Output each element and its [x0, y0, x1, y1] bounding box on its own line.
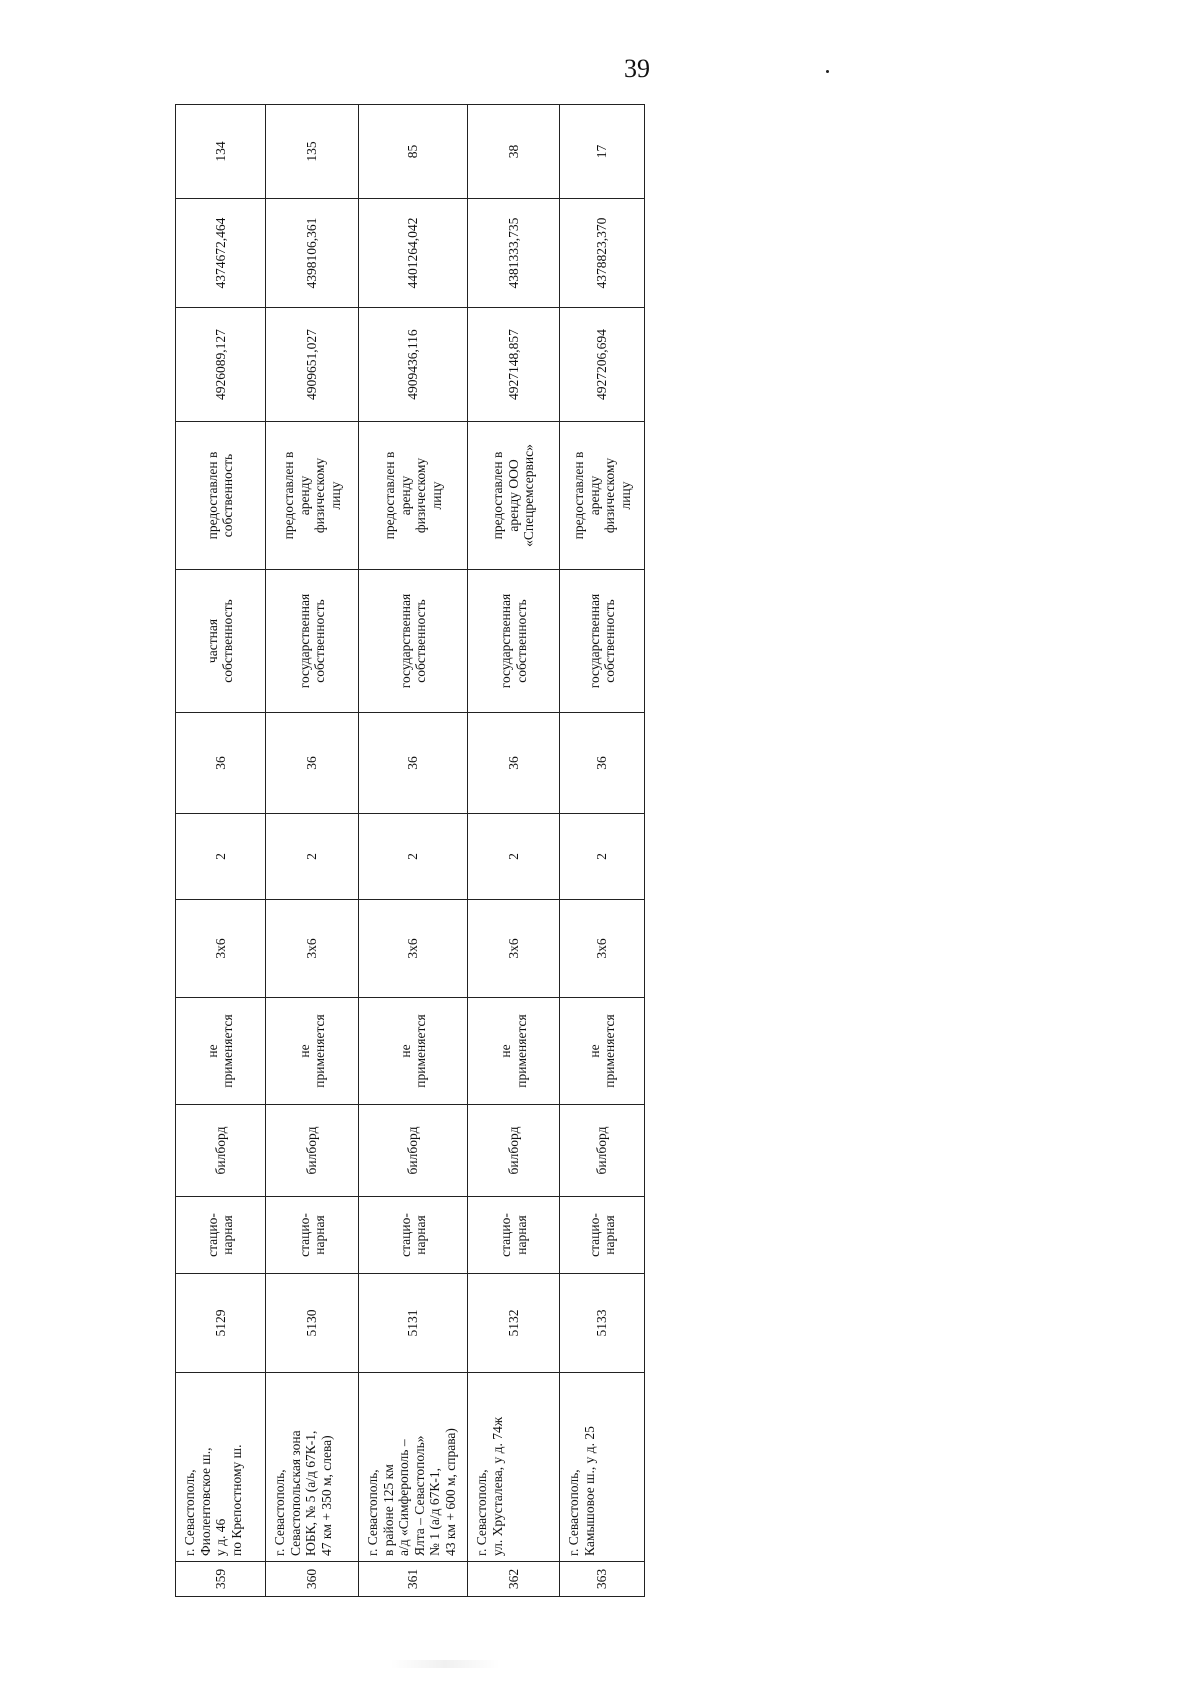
cell-kind: стацио- нарная: [468, 1197, 560, 1274]
cell-type: билборд: [176, 1105, 266, 1197]
cell-x: 4909436,116: [359, 308, 468, 422]
cell-right: предоставлен в аренду физическому лицу: [265, 422, 358, 570]
cell-x: 4909651,027: [265, 308, 358, 422]
rotated-table-container: [175, 105, 645, 1597]
table-row: [265, 105, 358, 1597]
cell-last: 134: [176, 105, 266, 199]
cell-sides: 2: [176, 814, 266, 900]
cell-type: билборд: [359, 1105, 468, 1197]
cell-type: билборд: [265, 1105, 358, 1197]
cell-ownership: государственная собственность: [359, 570, 468, 713]
cell-lighting: не применяется: [468, 998, 560, 1105]
cell-kind: стацио- нарная: [265, 1197, 358, 1274]
cell-num: 359: [176, 1562, 266, 1597]
cell-sides: 2: [468, 814, 560, 900]
cell-num: 361: [359, 1562, 468, 1597]
cell-address: г. Севастополь, Фиолентовское ш., у д. 46 по Крепостному ш.: [176, 1373, 266, 1562]
cell-reg-num: 5129: [176, 1274, 266, 1373]
cell-reg-num: 5132: [468, 1274, 560, 1373]
cell-ownership: государственная собственность: [560, 570, 645, 713]
cell-lighting: не применяется: [176, 998, 266, 1105]
cell-reg-num: 5131: [359, 1274, 468, 1373]
cell-last: 38: [468, 105, 560, 199]
cell-area: 36: [265, 713, 358, 814]
cell-sides: 2: [265, 814, 358, 900]
registry-table-body: [176, 105, 645, 1597]
scan-artifact: [390, 1660, 500, 1668]
cell-sides: 2: [359, 814, 468, 900]
cell-right: предоставлен в аренду физическому лицу: [359, 422, 468, 570]
table-row: [468, 105, 560, 1597]
registry-table: [175, 104, 645, 1597]
cell-y: 4378823,370: [560, 199, 645, 308]
cell-kind: стацио- нарная: [359, 1197, 468, 1274]
cell-right: предоставлен в аренду ООО «Спецремсервис»: [468, 422, 560, 570]
scan-dot: [826, 70, 829, 73]
cell-x: 4927148,857: [468, 308, 560, 422]
cell-type: билборд: [560, 1105, 645, 1197]
cell-right: предоставлен в аренду физическому лицу: [560, 422, 645, 570]
cell-kind: стацио- нарная: [560, 1197, 645, 1274]
cell-size: 3x6: [468, 900, 560, 998]
cell-last: 135: [265, 105, 358, 199]
cell-area: 36: [359, 713, 468, 814]
table-row: [560, 105, 645, 1597]
cell-reg-num: 5130: [265, 1274, 358, 1373]
cell-address: г. Севастополь, в районе 125 км а/д «Симферополь – Ялта – Севастополь» № 1 (а/д 67К-1, 43 км + 600 м, справа): [359, 1373, 468, 1562]
cell-ownership: государственная собственность: [265, 570, 358, 713]
cell-address: г. Севастополь, Севастопольская зона ЮБК, № 5 (а/д 67К-1, 47 км + 350 м, слева): [265, 1373, 358, 1562]
cell-area: 36: [560, 713, 645, 814]
cell-num: 363: [560, 1562, 645, 1597]
cell-num: 360: [265, 1562, 358, 1597]
cell-area: 36: [176, 713, 266, 814]
cell-reg-num: 5133: [560, 1274, 645, 1373]
cell-y: 4374672,464: [176, 199, 266, 308]
cell-lighting: не применяется: [265, 998, 358, 1105]
cell-area: 36: [468, 713, 560, 814]
table-row: [359, 105, 468, 1597]
cell-size: 3x6: [560, 900, 645, 998]
cell-lighting: не применяется: [560, 998, 645, 1105]
cell-ownership: частная собственность: [176, 570, 266, 713]
cell-num: 362: [468, 1562, 560, 1597]
cell-address: г. Севастополь, Камышовое ш., у д. 25: [560, 1373, 645, 1562]
cell-kind: стацио- нарная: [176, 1197, 266, 1274]
cell-y: 4381333,735: [468, 199, 560, 308]
cell-last: 85: [359, 105, 468, 199]
cell-size: 3x6: [176, 900, 266, 998]
cell-x: 4926089,127: [176, 308, 266, 422]
cell-address: г. Севастополь, ул. Хрусталева, у д. 74ж: [468, 1373, 560, 1562]
cell-y: 4398106,361: [265, 199, 358, 308]
cell-right: предоставлен в собственность: [176, 422, 266, 570]
cell-size: 3x6: [359, 900, 468, 998]
cell-ownership: государственная собственность: [468, 570, 560, 713]
cell-type: билборд: [468, 1105, 560, 1197]
cell-size: 3x6: [265, 900, 358, 998]
cell-sides: 2: [560, 814, 645, 900]
cell-last: 17: [560, 105, 645, 199]
cell-x: 4927206,694: [560, 308, 645, 422]
page-number: 39: [624, 54, 650, 83]
table-row: [176, 105, 266, 1597]
cell-lighting: не применяется: [359, 998, 468, 1105]
cell-y: 4401264,042: [359, 199, 468, 308]
